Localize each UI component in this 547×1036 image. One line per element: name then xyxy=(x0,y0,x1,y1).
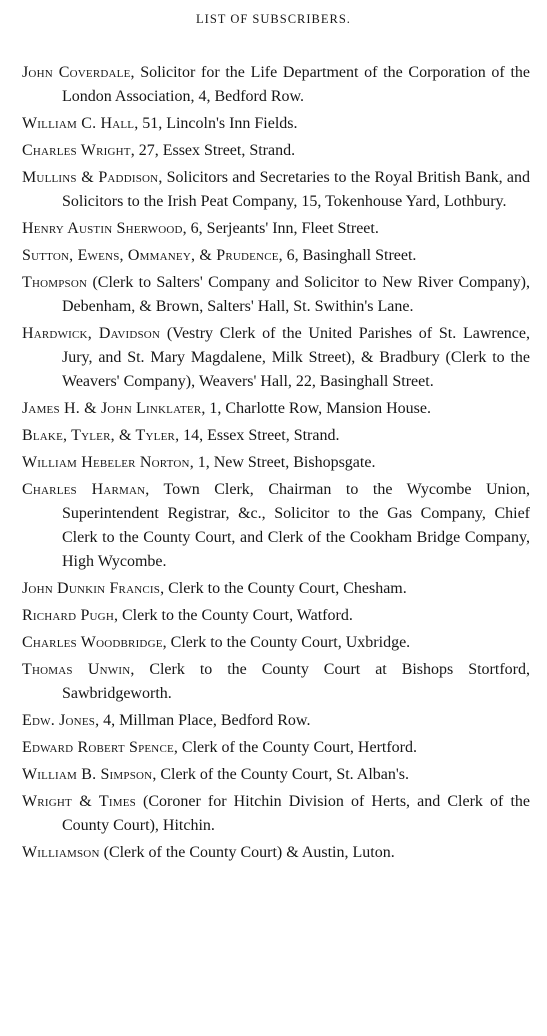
subscriber-details: (Clerk to Salters' Company and Solicitor to New River Company), Debenham, & Brown, Salters' Hall, St. Swithin's Lane. xyxy=(62,274,530,315)
subscriber-entry xyxy=(22,736,530,760)
subscriber-name: Charles Wright xyxy=(22,142,131,159)
subscriber-list xyxy=(22,61,530,868)
page-heading: LIST OF SUBSCRIBERS. xyxy=(196,12,351,26)
subscriber-entry xyxy=(22,217,530,241)
subscriber-details: , 1, New Street, Bishopsgate. xyxy=(189,454,376,471)
subscriber-details: , Clerk to the County Court at Bishops Stortford, Sawbridgeworth. xyxy=(62,661,530,702)
subscriber-details: , Solicitors and Secretaries to the Royal British Bank, and Solicitors to the Irish Peat Company, 15, Tokenhouse Yard, Lothbury. xyxy=(62,169,531,210)
subscriber-entry xyxy=(22,61,530,109)
subscriber-details: (Vestry Clerk of the United Parishes of St. Lawrence, Jury, and St. Mary Magdalene, Milk Street), & Bradbury (Clerk to the Weavers' Company), Weavers' Hall, 22, Basinghall Street. xyxy=(62,325,531,390)
subscriber-entry xyxy=(22,790,530,838)
subscriber-entry xyxy=(22,424,530,448)
subscriber-entry xyxy=(22,604,530,628)
subscriber-details: , 6, Serjeants' Inn, Fleet Street. xyxy=(182,220,379,237)
subscriber-name: Richard Pugh xyxy=(22,607,114,624)
subscriber-details: , 4, Millman Place, Bedford Row. xyxy=(95,712,311,729)
subscriber-entry xyxy=(22,478,530,574)
subscriber-name: William B. Simpson xyxy=(22,766,153,783)
subscriber-name: Henry Austin Sherwood xyxy=(22,220,183,237)
subscriber-entry xyxy=(22,166,530,214)
subscriber-details: , 1, Charlotte Row, Mansion House. xyxy=(201,400,431,417)
subscriber-entry xyxy=(22,322,530,394)
subscriber-name: Edw. Jones xyxy=(22,712,96,729)
subscriber-details: , 6, Basinghall Street. xyxy=(278,247,417,264)
subscriber-details: , 27, Essex Street, Strand. xyxy=(130,142,296,159)
subscriber-name: Hardwick, Davidson xyxy=(22,325,161,342)
subscriber-entry xyxy=(22,139,530,163)
subscriber-entry xyxy=(22,631,530,655)
subscriber-details: , Clerk to the County Court, Uxbridge. xyxy=(162,634,411,651)
subscriber-entry xyxy=(22,763,530,787)
subscriber-name: Mullins & Paddison xyxy=(22,169,159,186)
subscriber-entry xyxy=(22,244,530,268)
subscriber-name: Thompson xyxy=(22,274,88,291)
subscriber-details: , 14, Essex Street, Strand. xyxy=(175,427,340,444)
subscriber-name: William C. Hall xyxy=(22,115,135,132)
subscriber-name: John Dunkin Francis xyxy=(22,580,161,597)
subscriber-name: Blake, Tyler, & Tyler xyxy=(22,427,176,444)
subscriber-name: Charles Harman xyxy=(22,481,146,498)
subscriber-details: , Clerk of the County Court, St. Alban's. xyxy=(152,766,409,783)
subscriber-name: Wright & Times xyxy=(22,793,136,810)
subscriber-entry xyxy=(22,709,530,733)
subscriber-details: , Clerk to the County Court, Watford. xyxy=(113,607,353,624)
subscriber-name: William Hebeler Norton xyxy=(22,454,190,471)
subscriber-details: , 51, Lincoln's Inn Fields. xyxy=(134,115,298,132)
subscriber-name: Edward Robert Spence xyxy=(22,739,174,756)
subscriber-entry xyxy=(22,658,530,706)
subscriber-entry xyxy=(22,577,530,601)
subscriber-details: , Solicitor for the Life Department of the Corporation of the London Association, 4, Bedford Row. xyxy=(62,64,530,105)
subscriber-details: , Town Clerk, Chairman to the Wycombe Union, Superintendent Registrar, &c., Solicitor to the Gas Company, Chief Clerk to the County Court, and Clerk of the Cookham Bridge Company, High Wycombe. xyxy=(62,481,530,570)
subscriber-name: Thomas Unwin xyxy=(22,661,131,678)
subscriber-details: (Coroner for Hitchin Division of Herts, and Clerk of the County Court), Hitchin. xyxy=(62,793,530,834)
subscriber-entry xyxy=(22,451,530,475)
subscriber-name: John Coverdale xyxy=(22,64,131,81)
subscriber-entry xyxy=(22,112,530,136)
subscriber-entry xyxy=(22,397,530,421)
subscriber-entry xyxy=(22,841,530,865)
subscriber-details: , Clerk of the County Court, Hertford. xyxy=(173,739,417,756)
subscriber-name: Sutton, Ewens, Ommaney, & Prudence xyxy=(22,247,279,264)
subscriber-name: James H. & John Linklater xyxy=(22,400,202,417)
subscriber-details: (Clerk of the County Court) & Austin, Luton. xyxy=(99,844,395,861)
subscriber-details: , Clerk to the County Court, Chesham. xyxy=(160,580,407,597)
subscriber-name: Williamson xyxy=(22,844,100,861)
subscriber-entry xyxy=(22,271,530,319)
subscriber-name: Charles Woodbridge xyxy=(22,634,163,651)
